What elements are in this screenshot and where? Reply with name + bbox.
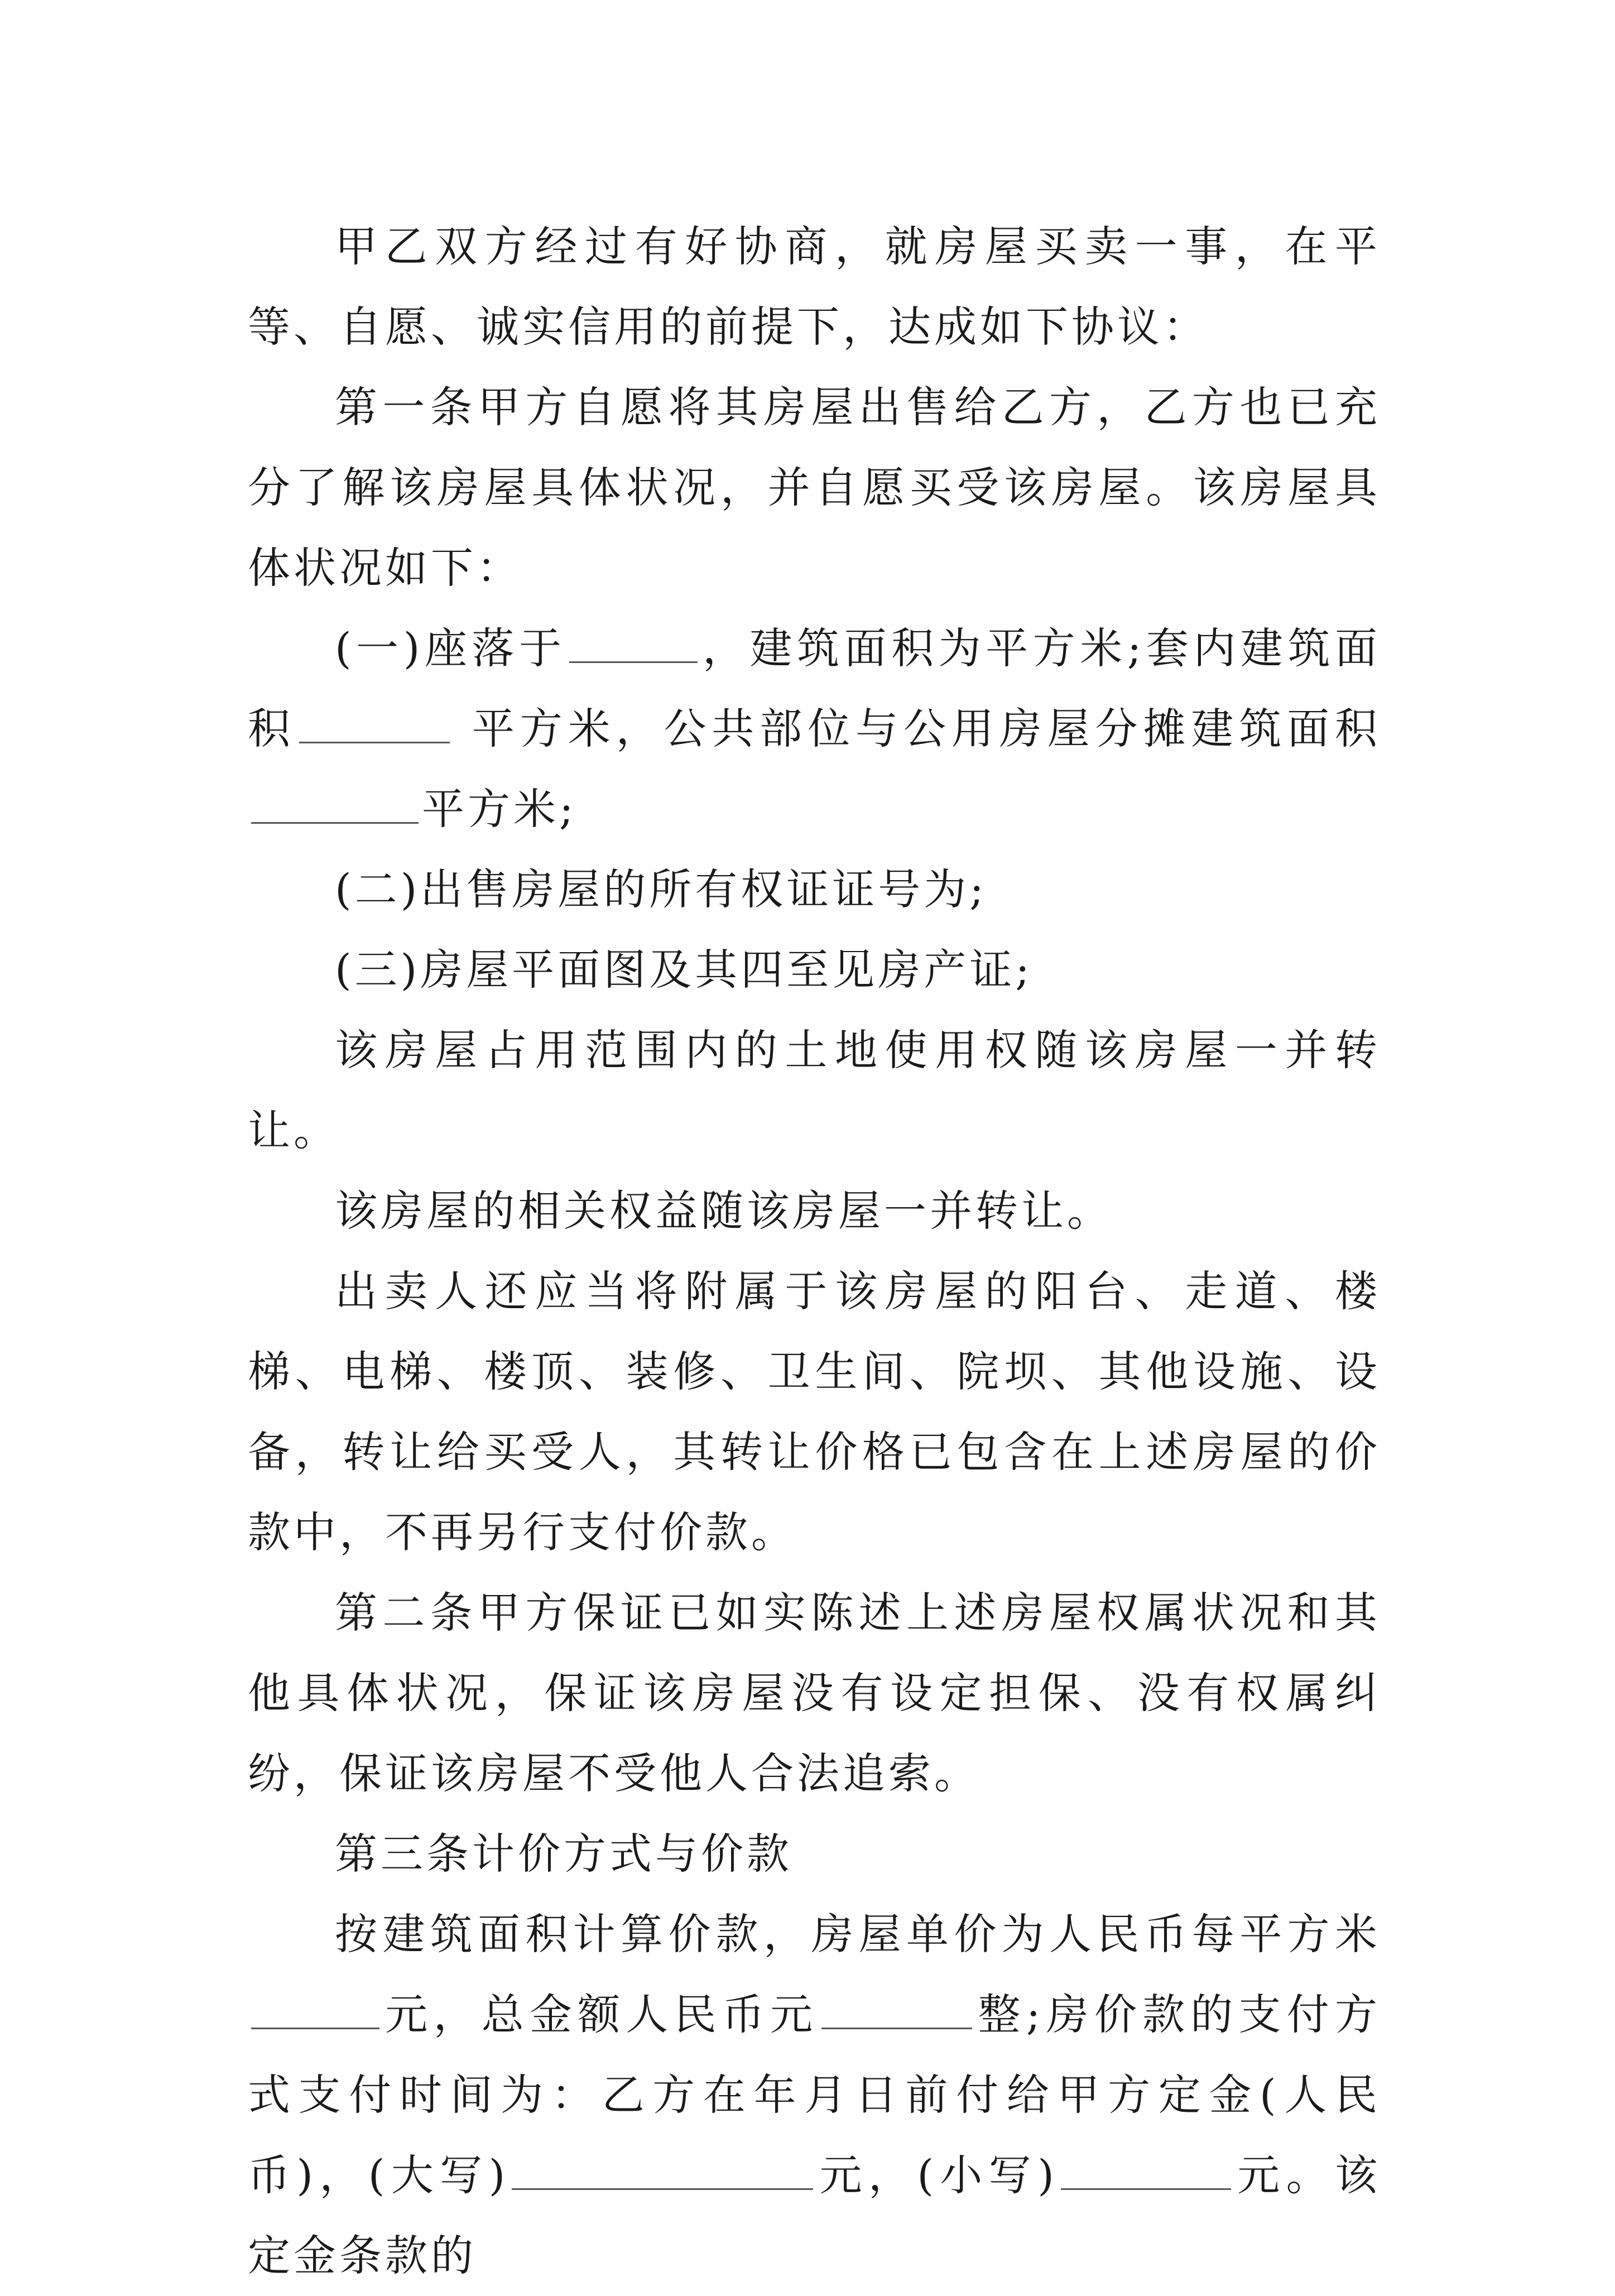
text-segment: 元，总金额人民币元 [383, 1990, 819, 2039]
text-segment: 元，(小写) [816, 2150, 1058, 2200]
paragraph-certificate-number: (二)出售房屋的所有权证证号为; [335, 864, 987, 914]
contract-body [248, 206, 1381, 2296]
paragraph-article-2: 第二条甲方保证已如实陈述上述房屋权属状况和其他具体状况，保证该房屋没有设定担保、没有权属纠纷，保证该房屋不受他人合法追索。 [248, 1588, 1381, 1798]
paragraph-related-rights: 该房屋的相关权益随该房屋一并转让。 [335, 1186, 1113, 1236]
paragraph-attached-facilities: 出卖人还应当将附属于该房屋的阳台、走道、楼梯、电梯、楼顶、装修、卫生间、院坝、其他设施、设备，转让给买受人，其转让价格已包含在上述房屋的价款中，不再另行支付价款。 [248, 1266, 1381, 1557]
paragraph-land-use-right: 该房屋占用范围内的土地使用权随该房屋一并转让。 [248, 1025, 1381, 1155]
location-blank [569, 627, 698, 663]
text-segment: 平方米; [422, 784, 577, 834]
unit-price-blank [251, 1993, 379, 2029]
shared-area-blank [251, 787, 419, 824]
deposit-uppercase-blank [512, 2154, 813, 2190]
paragraph-floor-plan: (三)房屋平面图及其四至见房产证; [335, 945, 1033, 995]
text-segment: (一)座落于 [335, 623, 566, 673]
paragraph-pricing [248, 1894, 1381, 2296]
inner-area-blank [299, 707, 450, 743]
deposit-lowercase-blank [1061, 2154, 1231, 2190]
paragraph-house-location [248, 608, 1381, 849]
text-segment: 平方米，公共部位与公用房屋分摊建筑面积 [453, 704, 1381, 753]
text-segment: 整;房价款的支付方式支付时间为：乙方在年月日前付给甲方定金(人民币)，(大写) [248, 1990, 1381, 2200]
paragraph-article-1: 第一条甲方自愿将其房屋出售给乙方，乙方也已充分了解该房屋具体状况，并自愿买受该房屋。该房屋具体状况如下： [248, 382, 1381, 593]
paragraph-article-3-title: 第三条计价方式与价款 [335, 1829, 792, 1879]
total-amount-blank [821, 1993, 972, 2029]
text-segment: 元。该定金条款的 [248, 2150, 1381, 2280]
text-segment: ，建筑面积为平方米;套内建筑面积 [248, 623, 1381, 753]
text-segment: 按建筑面积计算价款，房屋单价为人民币每平方米 [335, 1909, 1381, 1959]
paragraph-preamble: 甲乙双方经过有好协商，就房屋买卖一事，在平等、自愿、诚实信用的前提下，达成如下协议： [248, 222, 1381, 352]
